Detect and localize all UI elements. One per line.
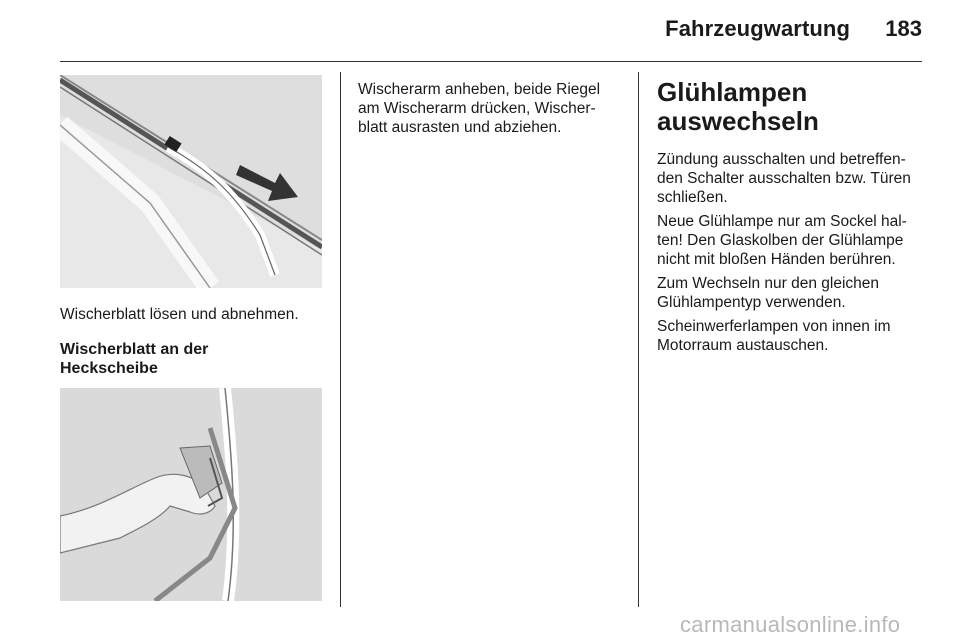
bulb-para-1-line-1: Zündung ausschalten und betreffen- (657, 151, 906, 168)
bulb-para-2-line-1: Neue Glühlampe nur am Sockel hal- (657, 213, 907, 230)
bulb-para-3-line-1: Zum Wechseln nur den gleichen (657, 275, 880, 292)
watermark-text: carmanualsonline.info (680, 612, 901, 637)
bulb-para-1-line-3: schließen. (657, 189, 728, 206)
heading-line-1: Glühlampen (657, 77, 808, 107)
wiper-instruction-line-3: blatt ausrasten und abziehen. (358, 119, 562, 136)
page-header (0, 0, 960, 62)
image-caption: Wischerblatt lösen und abnehmen. (60, 306, 299, 323)
bulb-para-2-line-2: ten! Den Glaskolben der Glühlampe (657, 232, 904, 249)
wiper-instruction-line-1: Wischerarm anheben, beide Riegel (358, 81, 601, 98)
wiper-blade-illustration (60, 75, 322, 288)
rear-wiper-illustration (60, 388, 322, 601)
subheading-line-1: Wischerblatt an der (60, 341, 209, 358)
wiper-instruction-line-2: am Wischerarm drücken, Wischer- (358, 100, 596, 117)
header-divider (60, 61, 922, 62)
heading-line-2: auswechseln (657, 106, 819, 136)
page-number: 183 (885, 16, 922, 41)
bulb-para-1-line-2: den Schalter ausschalten bzw. Türen (657, 170, 911, 187)
subheading-line-2: Heckscheibe (60, 360, 158, 377)
bulb-para-4-line-2: Motorraum austauschen. (657, 337, 829, 354)
section-title: Fahrzeugwartung (665, 16, 850, 41)
bulb-para-3-line-2: Glühlampentyp verwenden. (657, 294, 846, 311)
column-divider-right (638, 72, 639, 607)
bulb-para-4-line-1: Scheinwerferlampen von innen im (657, 318, 891, 335)
bulb-para-2-line-3: nicht mit bloßen Händen berühren. (657, 251, 896, 268)
column-divider-left (340, 72, 341, 607)
